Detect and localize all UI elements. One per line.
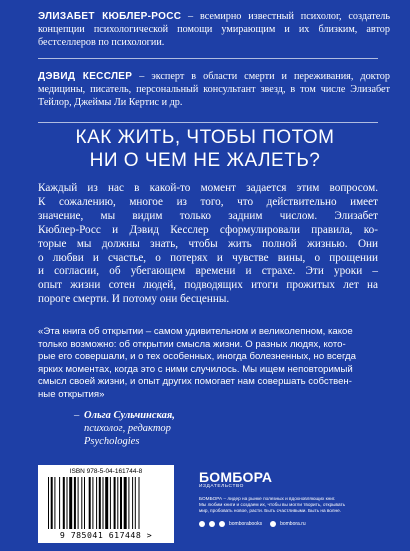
barcode-block xyxy=(38,465,174,543)
barcode-stripe xyxy=(103,477,104,529)
barcode-stripe xyxy=(78,477,79,529)
author-bio-text: – всемирно известный психолог, создатель концепции психологической помощи умирающим и их близким, автор бестселлеров по психологии. xyxy=(38,11,391,49)
barcode-stripe xyxy=(92,477,93,529)
signature-role: психолог, редактор xyxy=(84,423,171,434)
barcode-stripe xyxy=(120,477,122,529)
divider xyxy=(38,58,378,59)
barcode-stripe xyxy=(69,477,72,529)
publisher-site-link[interactable]: bombora.ru xyxy=(280,521,306,527)
annotation-line: Кюблер-Росс и Дэвид Кесслер сформулировали правила, ко- xyxy=(38,223,378,236)
publisher-logo-subtitle: ИЗДАТЕЛЬСТВО xyxy=(199,484,244,489)
barcode-stripe xyxy=(135,477,136,529)
publisher-line: Мы любим книги и создаем их, чтобы вы могли творить, открывать xyxy=(199,502,346,508)
barcode-stripe xyxy=(51,477,53,529)
signature-name: Ольга Сульчинская, xyxy=(84,410,175,421)
barcode-stripe xyxy=(81,477,82,529)
annotation-line: Каждый из нас в какой-то момент задается этим вопросом. xyxy=(38,182,378,194)
publisher-social xyxy=(199,521,306,527)
annotation-text xyxy=(38,182,378,307)
divider xyxy=(38,122,378,123)
quote-line: смысл своей жизни, и опыт других помогает нам совершать собствен- xyxy=(38,376,352,388)
barcode-stripe xyxy=(89,477,91,529)
quote-line: только возможно: об открытии смысла жизни. О разных людях, кото- xyxy=(38,338,346,350)
author-name: ДЭВИД КЕССЛЕР xyxy=(38,71,133,82)
globe-icon xyxy=(270,521,276,527)
barcode-bars xyxy=(46,477,166,529)
author-name: ЭЛИЗАБЕТ КЮБЛЕР-РОСС xyxy=(38,11,182,22)
annotation-line: К сожалению, многое из того, что действительно имеет xyxy=(38,195,378,208)
isbn-label: ISBN 978-5-04-161744-8 xyxy=(69,468,143,475)
barcode-stripe xyxy=(105,477,108,529)
annotation-line: о любви и счастье, о потерях и чувстве вины, о прощении xyxy=(38,251,378,264)
publisher-line: мир, пробовать новое, расти. Быть счастливыми. Быть на волне. xyxy=(199,508,342,514)
headline-line: НИ О ЧЕМ НЕ ЖАЛЕТЬ? xyxy=(89,150,321,171)
annotation-line: торые мы должны знать, чтобы жить полной жизнью. Они xyxy=(38,237,378,250)
headline-line: КАК ЖИТЬ, ЧТОБЫ ПОТОМ xyxy=(75,127,335,148)
barcode-stripe xyxy=(74,477,76,529)
annotation-line: пороге смерти. И потому они бесценны. xyxy=(38,293,230,306)
vk-icon xyxy=(199,521,205,527)
barcode-stripe xyxy=(128,477,129,529)
barcode-stripe xyxy=(96,477,97,529)
publisher-description xyxy=(199,496,389,515)
barcode-stripe xyxy=(114,477,116,529)
author-bio-kessler xyxy=(38,70,390,110)
quote-line: ярких моментах, когда это с ними случилось. Мы ищем неповторимый xyxy=(38,363,353,375)
barcode-stripe xyxy=(54,477,55,529)
barcode-stripe xyxy=(110,477,111,529)
signature-dash: – xyxy=(74,410,80,421)
barcode-stripe xyxy=(59,477,60,529)
youtube-icon xyxy=(219,521,225,527)
barcode-stripe xyxy=(67,477,68,529)
barcode-stripe xyxy=(84,477,85,529)
author-bio-text: – эксперт в области смерти и переживания, доктор медицины, писатель, персональный консультант звезд, в том числе Элизабет Тейлор, Джеймы Ли Кертис и др. xyxy=(38,71,390,109)
social-handle[interactable]: bomborabooks xyxy=(229,521,263,527)
annotation-line: опыт жизни сотен людей, подводящих итоги прожитых лет на xyxy=(38,279,378,292)
quote-line: рые его совершали, и о тех особенных, иногда болезненных, но всегда xyxy=(38,351,356,363)
quote-line: «Эта книга об открытии – самом удивительном и великолепном, какое xyxy=(38,326,353,337)
signature-role: Psychologies xyxy=(84,436,140,447)
review-quote xyxy=(38,326,378,402)
publisher-line: БОМБОРА – лидер на рынке полезных и вдохновляющих книг. xyxy=(199,496,336,501)
annotation-line: значение, мы видим только задним числом. Элизабет xyxy=(38,209,378,222)
barcode-stripe xyxy=(117,477,118,529)
barcode-stripe xyxy=(132,477,133,529)
author-bio-kubler-ross xyxy=(38,10,390,50)
telegram-icon xyxy=(209,521,215,527)
publisher-logo: БОМБОРА xyxy=(199,469,273,485)
annotation-line: и согласии, об убегающем времени и страхе. Эти уроки – xyxy=(38,265,378,278)
barcode-stripe xyxy=(99,477,101,529)
quote-line: ные открытия» xyxy=(38,388,105,400)
quote-signature xyxy=(74,409,175,448)
barcode-stripe xyxy=(48,477,49,529)
barcode-digits: 9 785041 617448 > xyxy=(59,530,153,540)
barcode-stripe xyxy=(124,477,127,529)
barcode-stripe xyxy=(63,477,65,529)
barcode-stripe xyxy=(139,477,140,529)
headline xyxy=(0,126,410,172)
